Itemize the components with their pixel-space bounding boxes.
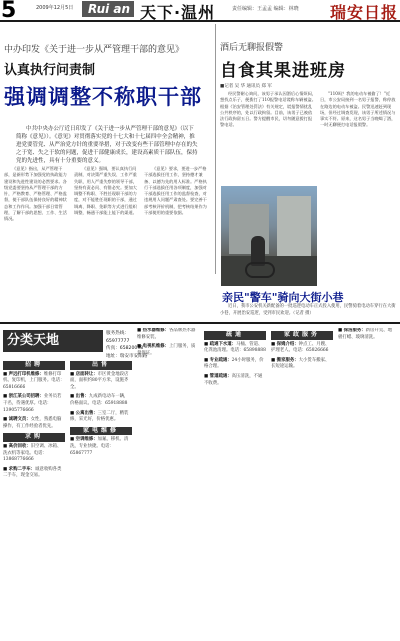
lead-headline: 强调调整不称职干部: [4, 85, 202, 109]
ad-title: ■ 搬家服务：: [271, 357, 299, 363]
category-header: 家政服务: [271, 331, 333, 340]
ad-body: 市区黄金地段店面，面积约80平方米，设施齐全。: [70, 371, 129, 390]
ad-title: ■ 保姆介绍：: [271, 341, 299, 347]
ad-item: [3, 444, 65, 464]
masthead: [0, 0, 400, 22]
ad-body: 马桶、管道、化粪池清理。电话：65898888: [204, 341, 266, 354]
ad-title: ■ 疏通下水道：: [204, 341, 237, 347]
ad-title: ■ 出售：: [70, 394, 89, 400]
category-header: 出售: [70, 361, 132, 370]
category-header: 家电维修: [70, 427, 132, 436]
ad-body: 诚意收购各类二手车，现金交易。: [3, 466, 62, 479]
side-article: [220, 24, 398, 89]
ad-title: ■ 热水器维修：: [137, 328, 170, 333]
ad-title: ■ 公寓出售：: [70, 410, 98, 416]
photo-building: [277, 196, 311, 256]
classified-column: [271, 328, 333, 638]
ad-item: [3, 417, 65, 430]
ad-item: [3, 372, 65, 392]
page-number: 5: [1, 0, 17, 23]
classified-column: [70, 358, 132, 638]
region-tag: Rui an: [82, 1, 134, 17]
ad-item: [70, 372, 132, 392]
lead-article: [4, 24, 210, 165]
lead-summary: 中共中央办公厅近日印发了《关于进一步从严管理干部的意见》（以下简称《意见》）。《意见》对贯彻落实党的十七大和十七届四中全会精神，推进党要管党、从严治党方针的重要举措，对于改变有些干部管理中存在的失之于宽、失之于软的问题，促进干部健康成长，建设高素质干部队伍，保持党的先进性，具有十分重要的意义。: [16, 126, 198, 164]
photo-caption: 近日，我市公安机关新配备的一批巡逻电动车正式投入使用，民警骑着电动车穿行在大街小巷，开展治安巡逻，受到市民欢迎。（记者 摄）: [220, 304, 396, 316]
category-header: 疏通: [204, 331, 266, 340]
ad-body: 上门服务，质量保证。: [137, 344, 196, 356]
lead-body-column: 《意见》指出，从严管理干部，是新形势下加强党的执政能力建设和先进性建设的必然要求。各级党委要坚持从严管理干部的方针，严格教育、严格管理、严格监督，使干部队伍保持良好的精神状态和工作作风。加强干部日常管理，了解干部的思想、工作、生活情况。: [4, 166, 67, 222]
ad-title: ■ 保洁服务：: [338, 328, 366, 333]
lead-body: [4, 166, 210, 272]
section-title: 天下·温州: [140, 3, 216, 22]
ad-body: 维修打印机、复印机，上门服务。电话：65816666: [3, 371, 65, 390]
ad-item: [3, 467, 65, 480]
ad-body: 24小时服务，价格合理。: [204, 357, 264, 370]
ad-title: ■ 管道疏通：: [204, 373, 232, 379]
ad-title: ■ 空调维修：: [70, 437, 98, 443]
ad-body: 业务员若干名，待遇优厚。电话：13905776666: [3, 394, 62, 413]
ad-item: [271, 342, 333, 355]
side-headline: 自食其果进班房: [220, 61, 346, 81]
ad-item: [271, 358, 333, 371]
ad-item: [70, 437, 132, 457]
classified-column: [3, 358, 65, 638]
photo-scooter: [245, 262, 275, 278]
ad-body: 三室二厅，精装修，采光好，价格优惠。: [70, 410, 129, 423]
ad-title: ■ 浙江某公司招聘：: [3, 394, 44, 400]
side-kicker: 酒后无聊报假警: [220, 43, 284, 53]
ad-item: [3, 394, 65, 414]
classified-banner: 分类天地: [3, 330, 103, 352]
ad-body: 九成新电动车一辆，价格面议。电话：65918888: [70, 394, 129, 406]
lead-kicker: 中办印发《关于进一步从严管理干部的意见》: [4, 45, 185, 55]
ad-body: 女性，熟悉电脑操作，有工作经验者优先。: [3, 417, 62, 429]
ad-body: 各品牌热水器维修安装。: [137, 328, 196, 340]
ad-item: [137, 344, 199, 357]
ad-body: 新房开荒、地板打蜡、玻璃清洗。: [338, 328, 392, 340]
ad-body: 旧空调、冰箱、洗衣机等家电。电话：13868776666: [3, 443, 62, 463]
ad-item: [70, 394, 132, 407]
classified-column: [338, 328, 396, 638]
ad-item: [204, 358, 266, 371]
ad-title: ■ 高价回收：: [3, 443, 31, 449]
photo-caption-title: 亲民"警车"骑向大街小巷: [222, 291, 344, 304]
side-byline: ■记者 吴 华 通讯员 郑 军: [220, 84, 272, 89]
ad-item: [204, 342, 266, 355]
ad-body: 高压清洗，不通不收费。: [204, 373, 263, 386]
hotline-line: 传真：65820098: [106, 346, 144, 351]
column-divider: [215, 24, 216, 274]
news-photo: [221, 186, 317, 286]
editors-credit: 责任编辑：王孟孟 编辑：林晓: [232, 6, 299, 12]
lead-body-column: 《意见》强调，要认真执行问责制，对决策严重失误、工作严重失职、用人严重失察的领导干部，坚持有责必问、有错必究。要加大调整不称职、不胜任现职干部的力度，对不能胜任现职的干部，通过调离、降职、免职等方式进行组织调整，畅通干部能上能下的渠道。: [74, 166, 137, 216]
hotline-line: 服务热线：65977777: [106, 331, 130, 344]
classified-section: [0, 322, 400, 641]
ad-title: ■ 诚聘文员：: [3, 417, 31, 423]
ad-body: 大小货车搬家、长短途运输。: [271, 357, 330, 370]
ad-body: 加氟、移机、清洗，专业快捷。电话：65867777: [70, 437, 129, 456]
classified-column: [204, 328, 266, 638]
ad-item: [70, 411, 132, 424]
category-header: 招聘: [3, 361, 65, 370]
side-body-column: 经民警耐心询问，该男子承认因酒后心情烦闷，想找点乐子，便拨打了110报警电话谎称车辆被盗。根据《治安管理处罚法》有关规定，谎报警情扰乱公共秩序的，处以行政拘留。目前，该男子已被依法行政拘留五日。警方提醒市民，切勿随意拨打报警电话。: [220, 91, 316, 128]
ad-body: 钟点工、月嫂、护理老人。电话：65826666: [271, 341, 330, 354]
hotline-line: 地址：瑞安市安阳路: [106, 353, 148, 359]
ad-item: [338, 328, 396, 341]
category-header: 求购: [3, 433, 65, 442]
ad-item: [137, 328, 199, 341]
side-body-column: "110吗？我的电动车被偷了！"近日，市公安局接到一名男子报警，称停放在路边的电动车被盗。民警迅速赶到现场，但经过调查发现，该男子所述情况与事实不符。原来，这名男子当晚喝了酒，一时无聊便打电话报假警。: [320, 91, 396, 128]
newspaper-logo: 瑞安日报: [329, 3, 398, 22]
ad-title: ■ 声远打印机维修：: [3, 371, 44, 377]
ad-title: ■ 求购二手车：: [3, 466, 36, 472]
lead-body-column: 《意见》要求，要进一步严格干部选拔任用工作，坚持德才兼备、以德为先的用人标准。严格执行干部选拔任用各项制度，加强对干部选拔任用工作的监督检查，对违规用人问题严肃查处。要完善干部考核评价机制，把考核结果作为干部使用的重要依据。: [144, 166, 207, 216]
lead-subtitle: 认真执行问责制: [4, 63, 96, 78]
ad-title: ■ 店面转让：: [70, 371, 98, 377]
ad-title: ■ 专业疏通：: [204, 357, 232, 363]
ad-title: ■ 电视机维修：: [137, 344, 170, 350]
issue-date: 2009年12月5日: [36, 5, 74, 11]
classified-column: [137, 328, 199, 638]
ad-item: [204, 374, 266, 387]
